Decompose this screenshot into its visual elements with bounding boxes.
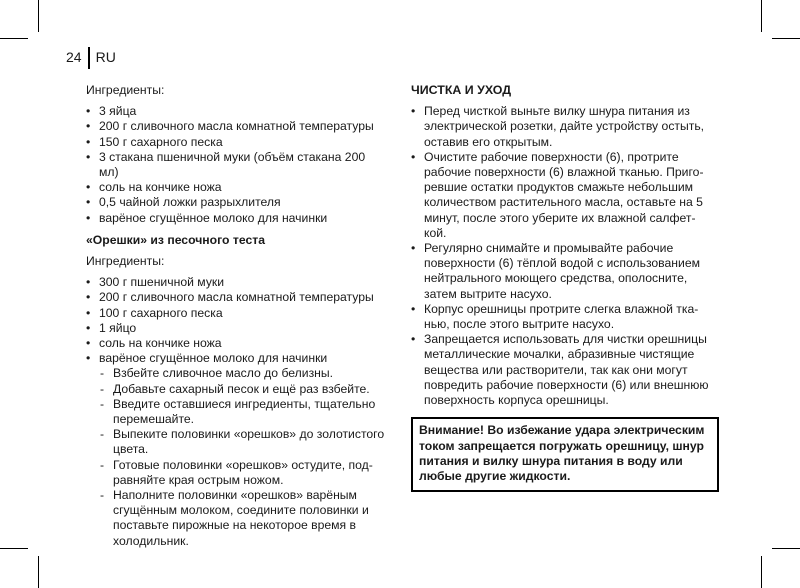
- list-item: • Корпус орешницы протрите слегка влажной тка-нью, после этого вытрите насухо.: [411, 302, 714, 332]
- crop-mark: [38, 556, 39, 588]
- crop-mark: [772, 38, 800, 39]
- step-item: - Взбейте сливочное масло до белизны.: [86, 366, 386, 381]
- step-item: - Выпеките половинки «орешков» до золотистого цвета.: [86, 427, 388, 457]
- ingredients-list: [86, 275, 386, 549]
- list-item-text: варёное сгущённое молоко для начинки: [99, 351, 328, 366]
- steps-list: [86, 366, 386, 548]
- step-item: - Добавьте сахарный песок и ещё раз взбейте.: [86, 382, 386, 397]
- page-number: 24: [66, 49, 82, 66]
- list-item: • 200 г сливочного масла комнатной температуры: [86, 290, 386, 305]
- recipe-title: «Орешки» из песочного теста: [86, 232, 265, 247]
- crop-mark: [0, 38, 28, 39]
- list-item: • соль на кончике ножа: [86, 180, 386, 195]
- care-list: [411, 104, 721, 408]
- list-item: • 0,5 чайной ложки разрыхлителя: [86, 195, 386, 210]
- page-header: [66, 47, 116, 69]
- list-item: • Запрещается использовать для чистки орешницы металлические мочалки, абразивные чистящие вещества или растворители, так как они могут повредить рабочие поверхности (6) или внешнюю поверхность корпуса орешницы.: [411, 332, 714, 408]
- ingredients-label: Ингредиенты:: [86, 83, 165, 97]
- left-column: [86, 83, 386, 549]
- warning-box: Внимание! Во избежание удара электрическим током запрещается погружать орешницу, шнур питания и вилку шнура питания в воду или любые другие жидкости.: [411, 417, 719, 492]
- list-item: • 1 яйцо: [86, 321, 386, 336]
- list-item: • 3 стакана пшеничной муки (объём стакана 200 мл): [86, 150, 386, 180]
- ingredients-list: [86, 104, 386, 226]
- list-item: • Перед чисткой выньте вилку шнура питания из электрической розетки, дайте устройству остыть, оставив его открытым.: [411, 104, 714, 150]
- header-divider: [88, 47, 90, 69]
- list-item: • 100 г сахарного песка: [86, 306, 386, 321]
- list-item: • 3 яйца: [86, 104, 386, 119]
- list-item: [86, 351, 386, 549]
- section-title: ЧИСТКА И УХОД: [411, 83, 512, 97]
- crop-mark: [38, 0, 39, 32]
- crop-mark: [761, 556, 762, 588]
- list-item: • варёное сгущённое молоко для начинки: [86, 211, 386, 226]
- ingredients-label: Ингредиенты:: [86, 254, 165, 269]
- language-label: RU: [95, 49, 116, 66]
- crop-mark: [772, 548, 800, 549]
- list-item: • соль на кончике ножа: [86, 336, 386, 351]
- list-item: • 150 г сахарного песка: [86, 135, 386, 150]
- right-column: [411, 83, 721, 492]
- crop-mark: [761, 0, 762, 32]
- step-item: - Готовые половинки «орешков» остудите, под-равняйте края острым ножом.: [86, 458, 375, 488]
- step-item: - Наполните половинки «орешков» варёным сгущённым молоком, соедините половинки и поставьте пирожные на некоторое время в холодильник.: [86, 488, 375, 549]
- list-item: • Очистите рабочие поверхности (6), протрите рабочие поверхности (6) влажной тканью. Приго-ревшие остатки продуктов смажьте небольшим количеством растительного масла, оставьте на 5 минут, после этого уберите их влажной салфет-кой.: [411, 150, 714, 241]
- list-item: • 300 г пшеничной муки: [86, 275, 386, 290]
- list-item: • Регулярно снимайте и промывайте рабочие поверхности (6) тёплой водой с использованием нейтрального моющего средства, ополосните, затем вытрите насухо.: [411, 241, 714, 302]
- list-item: • 200 г сливочного масла комнатной температуры: [86, 119, 386, 134]
- step-item: - Введите оставшиеся ингредиенты, тщательно перемешайте.: [86, 397, 378, 427]
- crop-mark: [0, 548, 28, 549]
